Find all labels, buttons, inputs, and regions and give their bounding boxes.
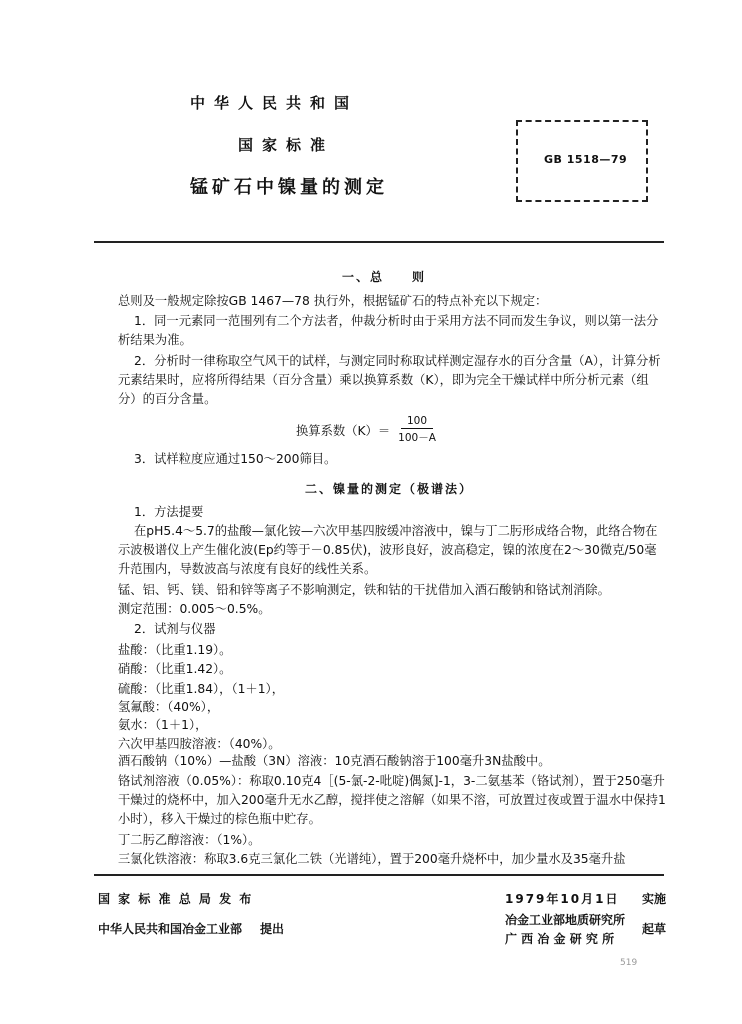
formula-fraction [398, 415, 436, 445]
formula-numerator: 100 [401, 415, 433, 429]
issuer: 国 家 标 准 总 局 发 布 [98, 892, 254, 906]
implementation-label: 实施 [642, 892, 667, 906]
section-2-sub-2: 2．试剂与仪器 [134, 622, 216, 636]
section-1-item-1: 1．同一元素同一范围列有二个方法者，仲裁分析时由于采用方法不同而发生争议，则以第一法分析结果为准。 [118, 314, 659, 347]
drafter-institute-1: 冶金工业部地质研究所 [505, 913, 626, 927]
drafter-role: 起草 [642, 922, 667, 936]
proposer-role: 提出 [260, 922, 285, 936]
chrome-reagent-solution: 铬试剂溶液（0.05%）：称取0.10克4［(5-氯-2-吡啶)偶氮]-1，3-二氨基苯（铬试剂），置于250毫升干燥过的烧杯中，加入200毫升无水乙醇，搅拌使之溶解（如果不溶，可放置过夜或置于温水中保持1小时），移入干燥过的棕色瓶中贮存。 [118, 774, 666, 826]
formula-denominator: 100－A [398, 432, 436, 444]
reagent-item: 氨水：（1＋1）， [118, 718, 208, 732]
reagent-item: 酒石酸钠（10%）—盐酸（3N）溶液：10克酒石酸钠溶于100毫升3N盐酸中。 [118, 754, 551, 768]
section-1-item-2: 2．分析时一律称取空气风干的试样，与测定同时称取试样测定湿存水的百分含量（A），计算分析元素结果时，应将所得结果（百分含量）乘以换算系数（K），即为完全干燥试样中所分析元素（组分）的百分含量。 [118, 354, 661, 406]
section-2-heading: 二、镍量的测定（极谱法） [305, 482, 474, 496]
proposer-org: 中华人民共和国冶金工业部 [98, 922, 243, 936]
reagent-item: 氢氟酸：（40%）， [118, 700, 220, 714]
interference-note: 锰、铝、钙、镁、铅和锌等离子不影响测定，铁和钴的干扰借加入酒石酸钠和铬试剂消除。 [118, 583, 610, 597]
standard-code: GB 1518—79 [544, 153, 628, 166]
conversion-formula [296, 415, 436, 445]
section-1-heading: 一、总 则 [342, 270, 427, 284]
formula-lhs: 换算系数（K）＝ [296, 424, 391, 438]
document-title: 锰矿石中镍量的测定 [190, 177, 388, 198]
ferric-chloride-solution: 三氯化铁溶液：称取3.6克三氯化二铁（光谱纯），置于200毫升烧杯中，加少量水及35毫升盐 [118, 852, 626, 866]
standard-heading: 国家标准 [238, 136, 335, 154]
reagent-item: 盐酸：（比重1.19）。 [118, 643, 232, 657]
dimethylglyoxime-solution: 丁二肟乙醇溶液：（1%）。 [118, 833, 261, 847]
reagent-item: 硫酸：（比重1.84），（1＋1）， [118, 682, 284, 696]
method-summary: 在pH5.4～5.7的盐酸—氯化铵—六次甲基四胺缓冲溶液中，镍与丁二肟形成络合物，此络合物在示波极谱仪上产生催化波(Ep约等于－0.85伏)，波形良好，波高稳定，镍的浓度在2～30微克/50毫升范围内，导数波高与浓度有良好的线性关系。 [118, 524, 658, 576]
footer-divider [94, 874, 664, 876]
section-2-sub-1: 1．方法提要 [134, 505, 204, 519]
page-number: 519 [620, 958, 638, 968]
header-divider [94, 241, 664, 243]
drafter-institute-2: 广 西 冶 金 研 究 所 [505, 932, 615, 946]
section-1-intro: 总则及一般规定除按GB 1467—78 执行外，根据锰矿石的特点补充以下规定： [118, 294, 548, 308]
reagent-item: 硝酸：（比重1.42）。 [118, 662, 232, 676]
reagent-item: 六次甲基四胺溶液：（40%）。 [118, 737, 281, 751]
measurement-range: 测定范围：0.005～0.5%。 [118, 602, 271, 616]
country-heading: 中华人民共和国 [190, 94, 359, 112]
section-1-item-3: 3．试样粒度应通过150～200筛目。 [134, 452, 337, 466]
implementation-date: 1979年10月1日 [505, 892, 620, 906]
